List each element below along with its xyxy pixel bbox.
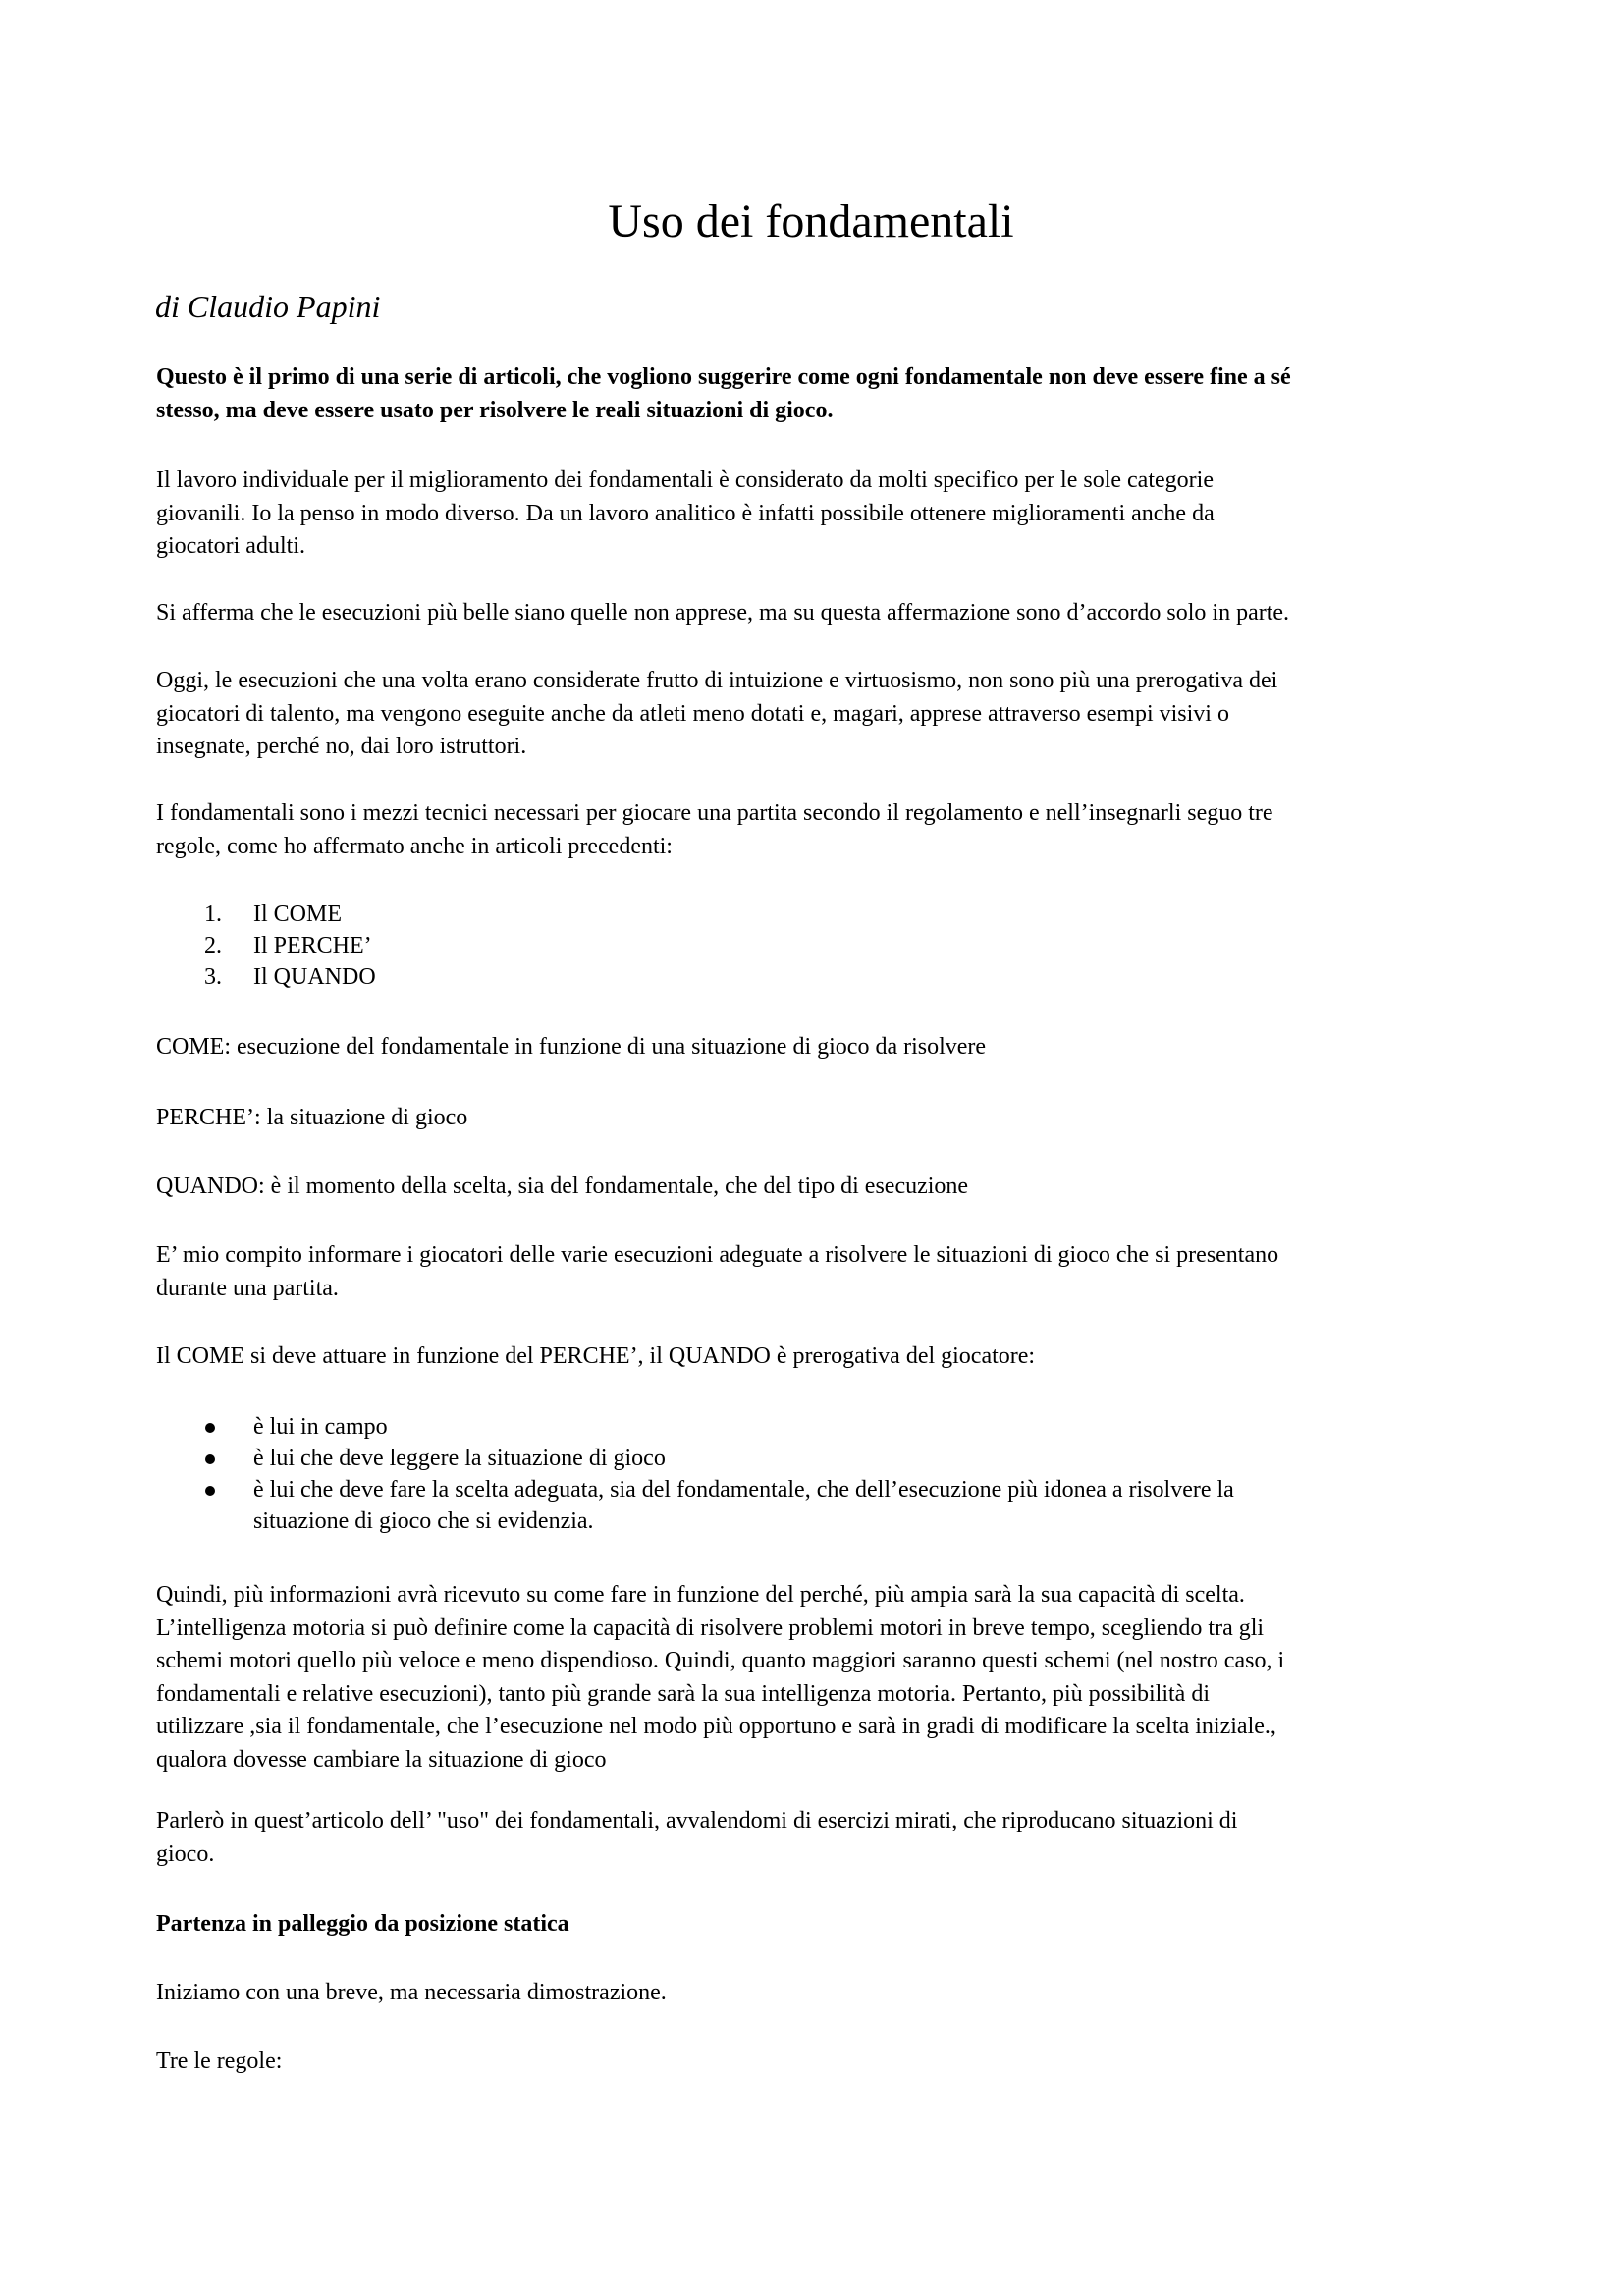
text-line: fondamentali e relative esecuzioni), tanto più grande sarà la sua intelligenza motoria. Pertanto, più possibilità di: [156, 1680, 1210, 1707]
document-title: [0, 195, 1622, 247]
definition-come: COME: esecuzione del fondamentale in funzione di una situazione di gioco da risolvere: [156, 1034, 987, 1060]
bullet-icon: [205, 1454, 215, 1464]
list-item-text: Il QUANDO: [253, 964, 376, 990]
text-line: durante una partita.: [156, 1275, 339, 1301]
list-item-text: è lui che deve fare la scelta adeguata, sia del fondamentale, che dell’esecuzione più idonea a risolvere la: [253, 1477, 1234, 1503]
list-number: 1.: [204, 902, 222, 927]
section-heading: Partenza in palleggio da posizione statica: [156, 1911, 569, 1937]
text-line: qualora dovesse cambiare la situazione di gioco: [156, 1746, 607, 1773]
bullet-icon: [205, 1423, 215, 1433]
player-bullet-list: [156, 1411, 1234, 1537]
text-line: insegnate, perché no, dai loro istruttori.: [156, 734, 527, 759]
text-line: I fondamentali sono i mezzi tecnici necessari per giocare una partita secondo il regolamento e nell’insegnarli seguo tre: [156, 800, 1273, 826]
list-number: 2.: [204, 933, 222, 958]
text-line: giocatori di talento, ma vengono eseguite anche da atleti meno dotati e, magari, apprese attraverso esempi visivi o: [156, 700, 1229, 727]
list-number: 3.: [204, 964, 222, 990]
list-item-text: Il PERCHE’: [253, 933, 372, 958]
list-item-text: è lui che deve leggere la situazione di gioco: [253, 1446, 666, 1471]
bullet-icon: [205, 1486, 215, 1496]
list-item: [156, 1411, 1137, 1443]
paragraph-2: [156, 597, 1491, 630]
paragraph-3: [156, 665, 1491, 764]
definition-perche: PERCHE’: la situazione di gioco: [156, 1105, 468, 1130]
paragraph-6: [156, 1340, 1491, 1374]
list-item-text: Il COME: [253, 902, 342, 927]
text-line: utilizzare ,sia il fondamentale, che l’esecuzione nel modo più opportuno e sarà in gradi di modificare la scelta iniziale.,: [156, 1714, 1276, 1739]
paragraph-7: [156, 1579, 1491, 1777]
text-line: Parlerò in quest’articolo dell’ "uso" dei fondamentali, avvalendomi di esercizi mirati, che riproducano situazioni di: [156, 1808, 1238, 1833]
text-line: giocatori adulti.: [156, 533, 305, 559]
text-line: Tre le regole:: [156, 2049, 283, 2074]
text-line: Questo è il primo di una serie di articoli, che vogliono suggerire come ogni fondamentale non deve essere fine a sé: [156, 364, 1291, 390]
text-line: gioco.: [156, 1840, 215, 1867]
list-item: [156, 1443, 1137, 1474]
text-line: Il lavoro individuale per il miglioramento dei fondamentali è considerato da molti specifico per le sole categorie: [156, 467, 1214, 493]
paragraph-1: [156, 465, 1491, 564]
text-line: regole, come ho affermato anche in articoli precedenti:: [156, 833, 673, 859]
intro-paragraph: [156, 361, 1491, 427]
text-line: stesso, ma deve essere usato per risolvere le reali situazioni di gioco.: [156, 397, 834, 423]
text-line: L’intelligenza motoria si può definire come la capacità di risolvere problemi motori in breve tempo, scegliendo tra gli: [156, 1614, 1265, 1641]
text-line: E’ mio compito informare i giocatori delle varie esecuzioni adeguate a risolvere le situazioni di gioco che si presentano: [156, 1242, 1279, 1268]
text-line: Quindi, più informazioni avrà ricevuto su come fare in funzione del perché, più ampia sarà la sua capacità di scelta.: [156, 1582, 1245, 1608]
paragraph-10: [156, 2046, 1491, 2079]
list-item-text: è lui in campo: [253, 1414, 388, 1440]
text-line: Oggi, le esecuzioni che una volta erano considerate frutto di intuizione e virtuosismo, non sono più una prerogativa dei: [156, 668, 1278, 693]
text-line: Iniziamo con una breve, ma necessaria dimostrazione.: [156, 1980, 667, 2005]
title-text: Uso dei fondamentali: [608, 195, 1014, 247]
paragraph-8: [156, 1805, 1491, 1871]
definition-quando: QUANDO: è il momento della scelta, sia del fondamentale, che del tipo di esecuzione: [156, 1174, 969, 1199]
list-item-text: situazione di gioco che si evidenzia.: [253, 1508, 594, 1534]
paragraph-9: [156, 1977, 1491, 2010]
text-line: schemi motori quello più veloce e meno dispendioso. Quindi, quanto maggiori saranno questi schemi (nel nostro caso, i: [156, 1648, 1285, 1673]
paragraph-5: [156, 1239, 1491, 1305]
author-byline: di Claudio Papini: [155, 289, 381, 324]
text-line: Si afferma che le esecuzioni più belle siano quelle non apprese, ma su questa affermazione sono d’accordo solo in parte.: [156, 600, 1290, 626]
text-line: giovanili. Io la penso in modo diverso. Da un lavoro analitico è infatti possibile ottenere miglioramenti anche da: [156, 500, 1215, 526]
paragraph-4: [156, 797, 1491, 863]
text-line: Il COME si deve attuare in funzione del PERCHE’, il QUANDO è prerogativa del giocatore:: [156, 1343, 1036, 1369]
list-item: [156, 1474, 1234, 1537]
